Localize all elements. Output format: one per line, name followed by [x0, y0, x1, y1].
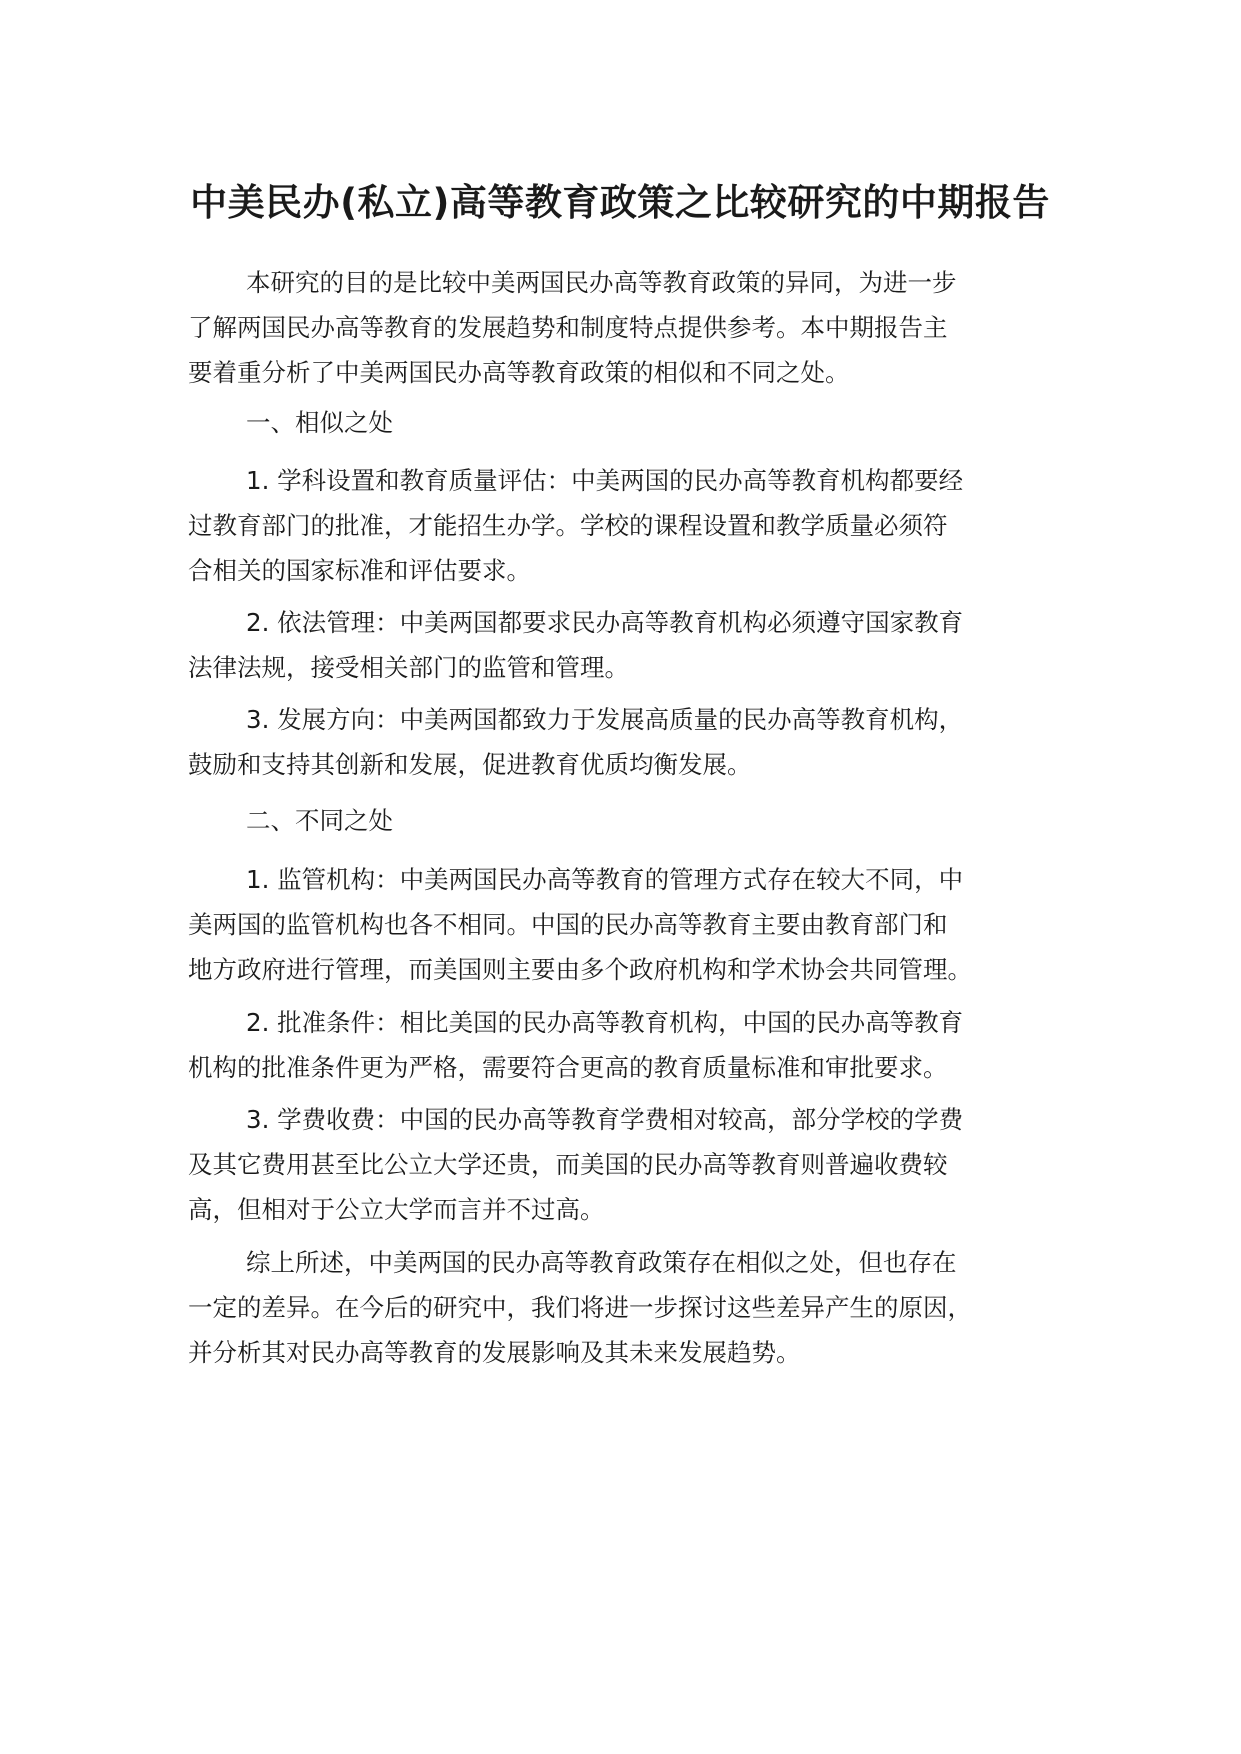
- paragraph-line: 地方政府进行管理，而美国则主要由多个政府机构和学术协会共同管理。: [188, 955, 972, 984]
- paragraph-line: 了解两国民办高等教育的发展趋势和制度特点提供参考。本中期报告主: [188, 313, 948, 342]
- paragraph-line: 3. 发展方向：中美两国都致力于发展高质量的民办高等教育机构，: [246, 705, 964, 734]
- similarity-item-3: [188, 697, 1088, 787]
- paragraph-line: 并分析其对民办高等教育的发展影响及其未来发展趋势。: [188, 1338, 801, 1367]
- paragraph-line: 鼓励和支持其创新和发展，促进教育优质均衡发展。: [188, 750, 752, 779]
- section-heading-similarities: [188, 400, 1088, 445]
- section-heading-differences: [188, 798, 1088, 843]
- difference-item-1: [188, 857, 1088, 992]
- paragraph-line: 本研究的目的是比较中美两国民办高等教育政策的异同，为进一步: [246, 268, 957, 297]
- paragraph-line: 高，但相对于公立大学而言并不过高。: [188, 1195, 605, 1224]
- section-heading-text: 一、相似之处: [246, 408, 393, 437]
- difference-item-3: [188, 1097, 1088, 1232]
- paragraph-line: 2. 批准条件：相比美国的民办高等教育机构，中国的民办高等教育: [246, 1008, 964, 1037]
- similarity-item-1: [188, 458, 1088, 593]
- paragraph-line: 1. 监管机构：中美两国民办高等教育的管理方式存在较大不同，中: [246, 865, 964, 894]
- paragraph-line: 过教育部门的批准，才能招生办学。学校的课程设置和教学质量必须符: [188, 511, 948, 540]
- paragraph-line: 美两国的监管机构也各不相同。中国的民办高等教育主要由教育部门和: [188, 910, 948, 939]
- difference-item-2: [188, 1000, 1088, 1090]
- paragraph-line: 3. 学费收费：中国的民办高等教育学费相对较高，部分学校的学费: [246, 1105, 964, 1134]
- paragraph-line: 合相关的国家标准和评估要求。: [188, 556, 531, 585]
- paragraph-line: 2. 依法管理：中美两国都要求民办高等教育机构必须遵守国家教育: [246, 608, 964, 637]
- paragraph-line: 一定的差异。在今后的研究中，我们将进一步探讨这些差异产生的原因，: [188, 1293, 972, 1322]
- paragraph-line: 要着重分析了中美两国民办高等教育政策的相似和不同之处。: [188, 358, 850, 387]
- intro-paragraph: [188, 260, 1088, 395]
- similarity-item-2: [188, 600, 1088, 690]
- section-heading-text: 二、不同之处: [246, 806, 393, 835]
- paragraph-line: 1. 学科设置和教育质量评估：中美两国的民办高等教育机构都要经: [246, 466, 964, 495]
- paragraph-line: 机构的批准条件更为严格，需要符合更高的教育质量标准和审批要求。: [188, 1053, 948, 1082]
- paragraph-line: 法律法规，接受相关部门的监管和管理。: [188, 653, 629, 682]
- paragraph-line: 及其它费用甚至比公立大学还贵，而美国的民办高等教育则普遍收费较: [188, 1150, 948, 1179]
- paragraph-line: 综上所述，中美两国的民办高等教育政策存在相似之处，但也存在: [246, 1248, 957, 1277]
- conclusion-paragraph: [188, 1240, 1088, 1375]
- document-title: 中美民办(私立)高等教育政策之比较研究的中期报告: [190, 181, 1050, 224]
